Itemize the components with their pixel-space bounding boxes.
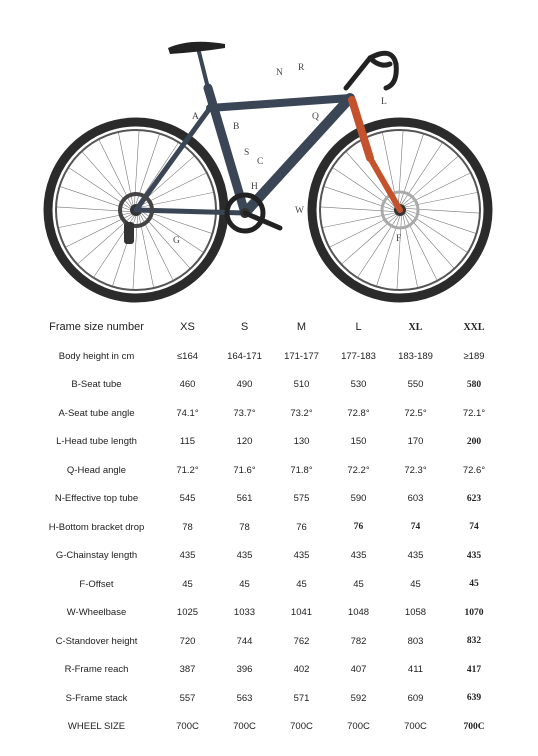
label-B: B [233,122,240,132]
table-row [34,399,504,428]
table-cell: 590 [350,493,367,505]
table-cell: 700C [404,721,427,733]
label-A: A [192,112,199,122]
table-cell: 72.3° [404,464,427,476]
label-W: W [295,206,304,216]
table-cell: 417 [466,664,482,675]
table-cell: 563 [236,692,253,704]
table-row [34,713,504,742]
table-cell: 170 [407,436,424,448]
table-cell: 72.2° [347,464,370,476]
row-label: R-Frame reach [64,664,129,676]
table-cell: 76 [296,521,307,533]
table-cell: 557 [179,692,196,704]
table-cell: 435 [236,550,253,562]
label-F: F [396,234,402,244]
table-cell: 720 [179,635,196,647]
row-label: Q-Head angle [66,464,127,476]
table-cell: 603 [407,493,424,505]
row-label: W-Wheelbase [66,607,127,619]
table-cell: 1025 [176,607,199,619]
table-cell: 575 [293,493,310,505]
table-cell: 78 [182,521,193,533]
table-cell: 115 [179,436,196,448]
table-cell: 72.5° [404,407,427,419]
row-label: S-Frame stack [65,692,128,704]
row-label: C-Standover height [55,635,138,647]
table-row [34,485,504,514]
table-row [34,599,504,628]
table-cell: 72.6° [462,464,486,476]
size-header: M [296,321,307,333]
table-cell: 700C [347,721,370,733]
table-cell: 700C [463,721,485,732]
table-cell: 74 [469,522,479,533]
table-cell: 71.2° [176,464,199,476]
table-cell: 73.2° [290,407,313,419]
table-cell: ≤164 [176,350,199,362]
table-cell: 1070 [464,607,484,618]
table-cell: 762 [293,635,310,647]
table-cell: 550 [407,379,424,391]
table-cell: 700C [176,721,199,733]
table-row [34,513,504,542]
geometry-table [34,312,504,741]
table-cell: 744 [236,635,253,647]
table-cell: 396 [236,664,253,676]
label-N: N [276,68,283,78]
table-cell: 435 [466,550,482,561]
bike-geometry-diagram [40,28,510,318]
table-cell: 72.1° [462,407,486,419]
table-row [34,542,504,571]
table-cell: 73.7° [233,407,256,419]
handlebar [346,53,396,88]
table-cell: 510 [293,379,310,391]
table-cell: 435 [179,550,196,562]
fork [352,100,400,210]
table-cell: 402 [293,664,310,676]
table-row [34,570,504,599]
corner-label: Frame size number [49,321,144,333]
table-cell: 45 [353,578,364,590]
size-header: XXL [463,321,485,333]
table-cell: 592 [350,692,367,704]
table-cell: 150 [350,436,367,448]
size-header: S [240,321,249,333]
table-cell: 200 [466,436,482,447]
table-cell: 803 [407,635,424,647]
table-cell: 1033 [233,607,256,619]
row-label: G-Chainstay length [55,550,138,562]
table-cell: 609 [407,692,424,704]
table-cell: 782 [350,635,367,647]
table-cell: 78 [239,521,250,533]
table-row [34,684,504,713]
label-C: C [257,157,264,167]
label-Q: Q [312,112,319,122]
table-cell: 561 [236,493,253,505]
table-cell: 171-177 [284,350,319,362]
label-S: S [244,148,250,158]
table-cell: 130 [293,436,310,448]
row-label: B-Seat tube [71,379,122,391]
table-row [34,627,504,656]
table-cell: 45 [182,578,193,590]
table-cell: 435 [407,550,424,562]
table-row [34,456,504,485]
table-cell: 530 [350,379,367,391]
size-header: XL [408,321,423,333]
table-cell: 183-189 [398,350,433,362]
table-cell: 545 [179,493,196,505]
table-row [34,656,504,685]
table-cell: 74.1° [176,407,199,419]
row-label: Body height in cm [58,350,135,362]
row-label: F-Offset [79,578,114,590]
table-cell: 164-171 [227,350,262,362]
table-cell: 45 [469,579,479,590]
table-cell: 639 [466,693,482,704]
table-cell: 177-183 [341,350,376,362]
table-cell: 45 [239,578,250,590]
table-cell: 387 [179,664,196,676]
row-label: WHEEL SIZE [67,721,126,733]
table-cell: ≥189 [463,350,485,362]
label-G: G [173,236,180,246]
table-cell: 120 [236,436,253,448]
label-H: H [251,182,258,192]
table-cell: 1058 [404,607,427,619]
table-cell: 71.8° [290,464,313,476]
row-label: L-Head tube length [56,436,137,448]
table-cell: 76 [353,522,364,533]
row-label: H-Bottom bracket drop [48,521,145,533]
size-header: XS [180,321,195,333]
table-cell: 435 [293,550,310,562]
table-cell: 435 [350,550,367,562]
table-cell: 411 [407,664,424,676]
table-cell: 71.6° [233,464,256,476]
table-cell: 407 [350,664,367,676]
row-label: A-Seat tube angle [58,407,135,419]
table-cell: 45 [410,578,421,590]
table-cell: 1048 [347,607,370,619]
table-cell: 460 [179,379,196,391]
table-cell: 45 [296,578,307,590]
table-cell: 700C [233,721,256,733]
table-cell: 623 [466,493,482,504]
table-header-row [34,312,504,342]
table-cell: 74 [410,522,421,533]
size-header: L [355,321,362,333]
table-cell: 700C [290,721,313,733]
table-cell: 832 [466,636,482,647]
table-row [34,342,504,371]
table-cell: 571 [293,692,310,704]
table-cell: 72.8° [347,407,370,419]
table-cell: 1041 [290,607,313,619]
table-row [34,428,504,457]
label-L: L [381,97,387,107]
table-cell: 580 [466,379,482,390]
table-cell: 490 [236,379,253,391]
row-label: N-Effective top tube [54,493,139,505]
label-R: R [298,63,305,73]
saddle [168,42,225,54]
table-row [34,371,504,400]
